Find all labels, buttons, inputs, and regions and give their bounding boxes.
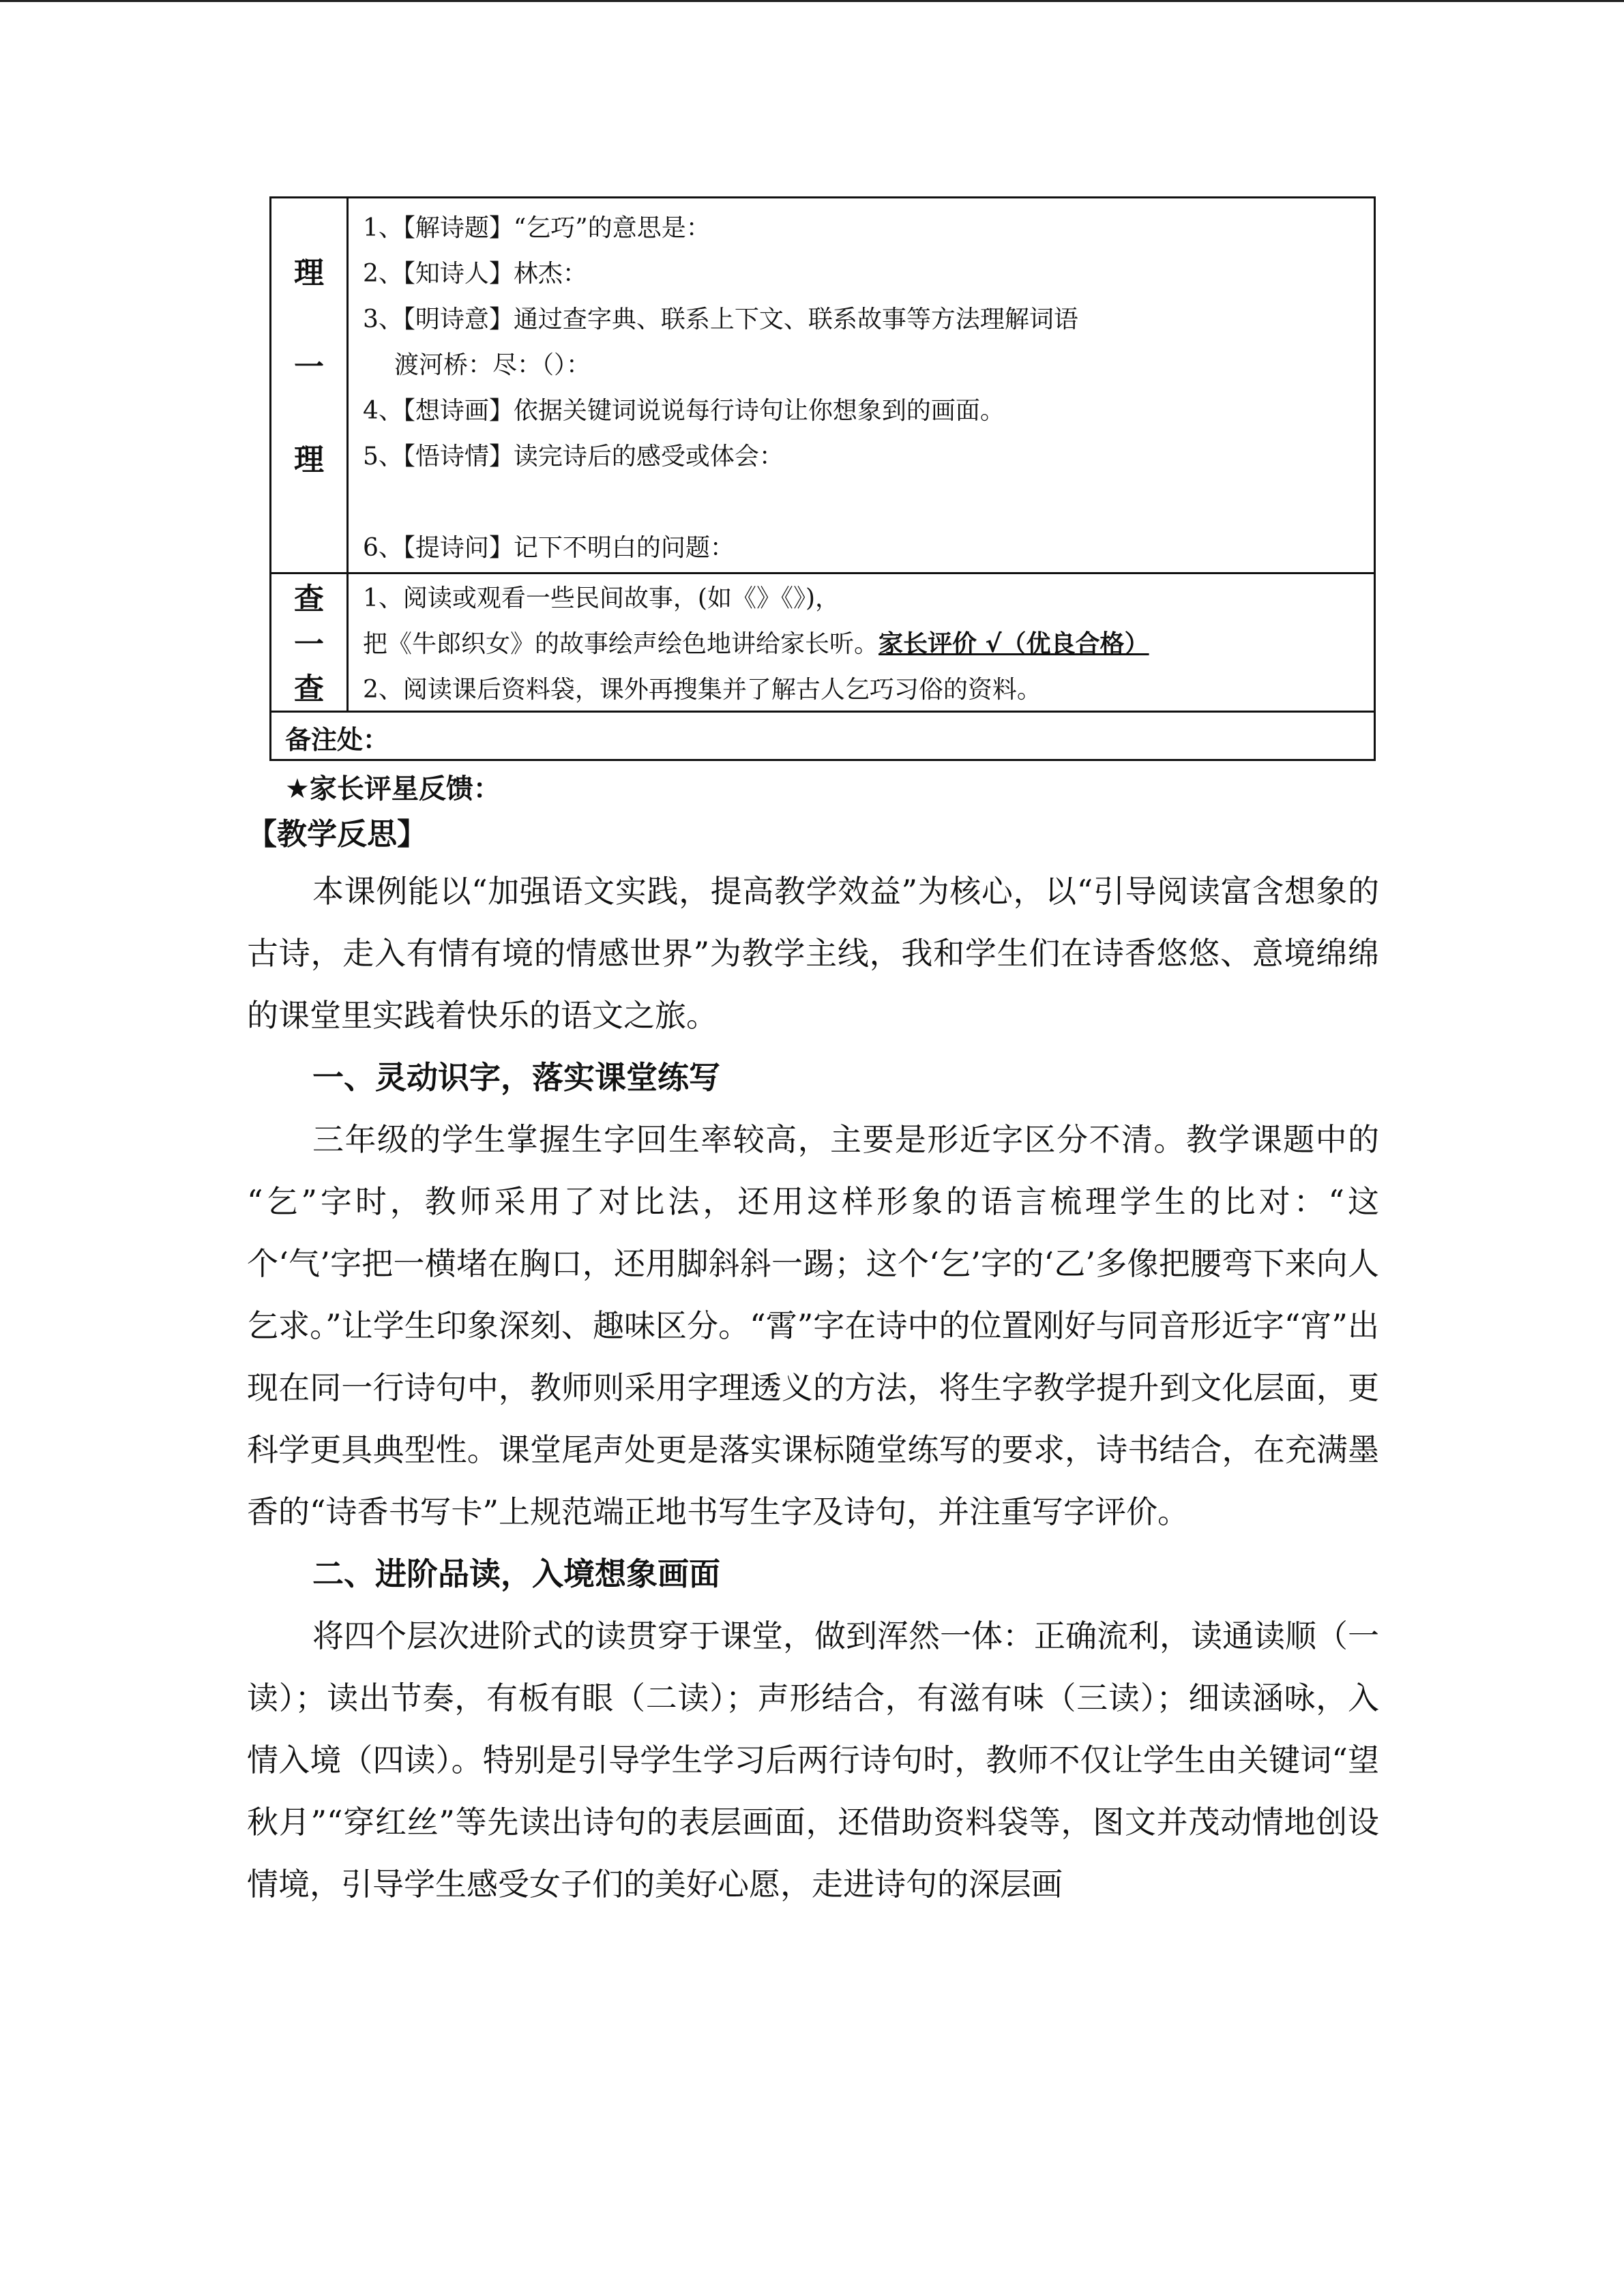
section2-line-1: 1、阅读或观看一些民间故事，(如《》《》)，	[363, 584, 840, 612]
section1-line-blank	[363, 479, 1078, 525]
study-sheet-table	[269, 196, 1376, 761]
star-feedback: ★家长评星反馈：	[285, 773, 501, 805]
section1-line-1: 1、【解诗题】“乞巧”的意思是：	[363, 214, 711, 242]
section2-body: 将四个层次进阶式的读贯穿于课堂，做到浑然一体：正确流利，读通读顺（一读）；读出节奏，有板有眼（二读）；声形结合，有滋有味（三读）；细读涵咏，入情入境（四读）。特别是引导学生学习后两行诗句时，教师不仅让学生由关键词“望秋月”“穿红丝”等先读出诗句的表层画面，还借助资料袋等，图文并茂动情地创设情境，引导学生感受女子们的美好心愿，走进诗句的深层画	[247, 1617, 1379, 1903]
section1-title: 一、灵动识字，落实课堂练写	[312, 1059, 720, 1096]
parent-evaluation: 家长评价 √（优良合格）	[879, 630, 1149, 658]
section1-line-2: 2、【知诗人】林杰：	[363, 260, 587, 288]
reflection-heading: 【教学反思】	[247, 817, 427, 852]
section2-content	[363, 576, 1149, 713]
section1-line-6: 5、【悟诗情】读完诗后的感受或体会：	[363, 443, 784, 471]
section1-line-7: 6、【提诗问】记下不明白的问题：	[363, 534, 735, 562]
table-column-divider	[346, 198, 349, 711]
section2-title: 二、进阶品读，入境想象画面	[312, 1555, 720, 1592]
reflection-intro: 本课例能以“加强语文实践，提高教学效益”为核心，以“引导阅读富含想象的古诗，走入有情有境的情感世界”为教学主线，我和学生们在诗香悠悠、意境绵绵的课堂里实践着快乐的语文之旅。	[247, 873, 1379, 1034]
section1-side-char-top: 理	[294, 256, 324, 290]
reflection-body	[247, 861, 1379, 1915]
section2-line-3: 2、阅读课后资料袋，课外再搜集并了解古人乞巧习俗的资料。	[363, 676, 1042, 704]
section2-side-char-top: 查	[294, 582, 324, 616]
table-row-divider-1	[271, 572, 1374, 574]
section1-line-4: 渡河桥：尽：（）：	[394, 351, 591, 379]
section2-side-char-bottom: 查	[294, 672, 324, 706]
section2-line-2	[363, 621, 1149, 667]
section1-line-5: 4、【想诗画】依据关键词说说每行诗句让你想象到的画面。	[363, 397, 1005, 425]
section1-body: 三年级的学生掌握生字回生率较高，主要是形近字区分不清。教学课题中的 “乞”字时，教师采用了对比法，还用这样形象的语言梳理学生的比对：“这个‘气’字把一横堵在胸口，还用脚斜斜一踢；这个‘乞’字的‘乙’多像把腰弯下来向人乞求。”让学生印象深刻、趣味区分。“霄”字在诗中的位置刚好与同音形近字“宵”出现在同一行诗句中，教师则采用字理透义的方法，将生字教学提升到文化层面，更科学更具典型性。课堂尾声处更是落实课标随堂练写的要求，诗书结合，在充满墨香的“诗香书写卡”上规范端正地书写生字及诗句，并注重写字评价。	[247, 1121, 1379, 1530]
section1-side-char-bottom: 理	[294, 443, 324, 477]
section1-line-3: 3、【明诗意】通过查字典、联系上下文、联系故事等方法理解词语	[363, 305, 1078, 333]
note-label: 备注处：	[285, 725, 389, 755]
section1-content	[363, 205, 1078, 571]
section1-side-char-mid: 一	[294, 350, 324, 385]
section2-line-2-text: 把《牛郎织女》的故事绘声绘色地讲给家长听。	[363, 630, 879, 658]
section2-side-char-mid: 一	[294, 627, 324, 662]
top-border-line	[0, 0, 1624, 2]
